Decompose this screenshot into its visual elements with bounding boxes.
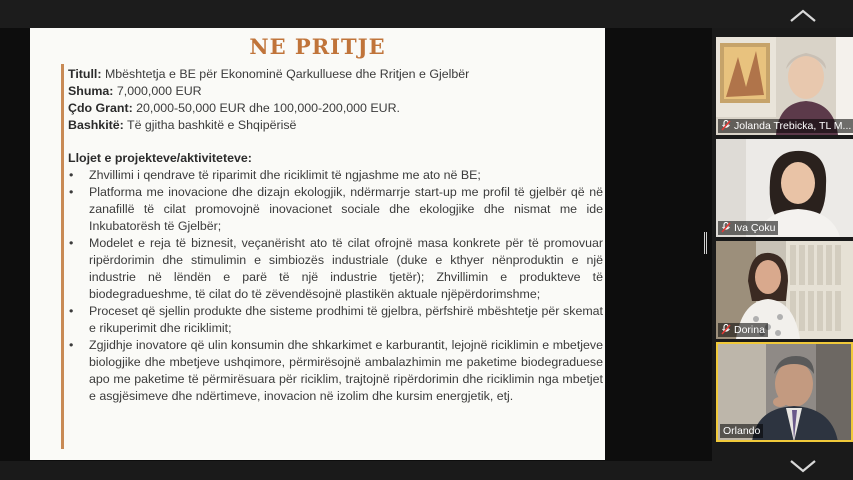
meta-municipalities-label: Bashkitë: bbox=[68, 118, 124, 132]
meta-amount-label: Shuma: bbox=[68, 84, 114, 98]
list-item bbox=[68, 303, 603, 337]
shared-slide bbox=[30, 28, 605, 460]
participant-name-text: Iva Çoku bbox=[734, 222, 776, 234]
meta-grant-line bbox=[68, 100, 603, 117]
meta-title-label: Titull: bbox=[68, 67, 102, 81]
chevron-up-icon[interactable] bbox=[788, 8, 818, 24]
participant-tile-active-speaker[interactable] bbox=[716, 342, 853, 442]
meta-grant-label: Çdo Grant: bbox=[68, 101, 133, 115]
bullet: • bbox=[69, 338, 74, 352]
bullet: • bbox=[69, 236, 74, 250]
list-item bbox=[68, 167, 603, 184]
bullet: • bbox=[69, 304, 74, 318]
list-item-text: Platforma me inovacione dhe dizajn ekologjik, ndërmarrje start-up me profil të gjelbër që në zanafillë të cilat promovojnë inovacionet sociale dhe ekologjike dhe nismat me ide Inkubatorësh të Gjelbër; bbox=[89, 185, 603, 233]
list-item bbox=[68, 184, 603, 235]
list-item-text: Zhvillimi i qendrave të riparimit dhe riciklimit të ngjashme me ato në BE; bbox=[89, 168, 481, 182]
mic-muted-icon bbox=[721, 222, 731, 233]
list-item bbox=[68, 235, 603, 303]
list-item-text: Proceset që sjellin produkte dhe sisteme prodhimi të gjelbra, përfshirë mbështetje për skemat e rikuperimit dhe riciklimit; bbox=[89, 304, 603, 335]
participant-name bbox=[718, 323, 768, 337]
slide-body bbox=[68, 66, 603, 405]
participant-name bbox=[720, 424, 763, 438]
participant-name-text: Jolanda Trebicka, TL M... bbox=[734, 120, 852, 132]
participant-name bbox=[718, 119, 853, 133]
meta-amount-line bbox=[68, 83, 603, 100]
meta-title-value: Mbështetja e BE për Ekonominë Qarkulluese dhe Rritjen e Gjelbër bbox=[101, 67, 470, 81]
bullet: • bbox=[69, 185, 74, 199]
participant-tile[interactable] bbox=[716, 241, 853, 339]
chevron-down-icon[interactable] bbox=[788, 458, 818, 474]
participant-tile[interactable] bbox=[716, 37, 853, 135]
list-item bbox=[68, 337, 603, 405]
meta-grant-value: 20,000-50,000 EUR dhe 100,000-200,000 EUR. bbox=[132, 101, 400, 115]
participant-name-text: Orlando bbox=[723, 425, 761, 437]
list-item-text: Modelet e reja të biznesit, veçanërisht ato të cilat ofrojnë masa konkrete për të promovuar ripërdorimin dhe stimulimin e simbiozës industriale (duke e kthyer nënproduktin e një industrie në lëndën e parë të një industrie tjetër); Zhvillimin e produkteve të biodegradueshme, të cilat do të zëvendësojnë plastikën aktuale njëpërdorimshme; bbox=[89, 236, 603, 301]
panel-resize-handle[interactable] bbox=[704, 232, 707, 254]
project-types-list bbox=[68, 167, 603, 405]
top-bar bbox=[0, 0, 853, 28]
meta-municipalities-line bbox=[68, 117, 603, 134]
slide-title: NE PRITJE bbox=[249, 34, 386, 59]
bullet: • bbox=[69, 168, 74, 182]
grant-meta bbox=[68, 66, 603, 134]
participant-name-text: Dorina bbox=[734, 324, 765, 336]
meta-amount-value: 7,000,000 EUR bbox=[113, 84, 202, 98]
participant-tile[interactable] bbox=[716, 139, 853, 237]
slide-accent-bar bbox=[61, 64, 64, 449]
list-item-text: Zgjidhje inovatore që ulin konsumin dhe shkarkimet e karburantit, lejojnë riciklimin e mbetjeve biologjike dhe mbetjeve ushqimore, përmirësojnë ambalazhimin me paketime biodegraduese apo me paketime të përmirësuara për riciklim, trajtojnë ripërdorimin dhe riciklimin nga mbetjet e asgjësimeve dhe ndërtimeve, inovacion në izolim dhe kursim energjetik, etj. bbox=[89, 338, 603, 403]
mic-muted-icon bbox=[721, 120, 731, 131]
project-types-heading: Llojet e projekteve/aktiviteteve: bbox=[68, 151, 252, 165]
mic-muted-icon bbox=[721, 324, 731, 335]
meta-title-line bbox=[68, 66, 603, 83]
participant-name bbox=[718, 221, 778, 235]
meta-municipalities-value: Të gjitha bashkitë e Shqipërisë bbox=[123, 118, 297, 132]
